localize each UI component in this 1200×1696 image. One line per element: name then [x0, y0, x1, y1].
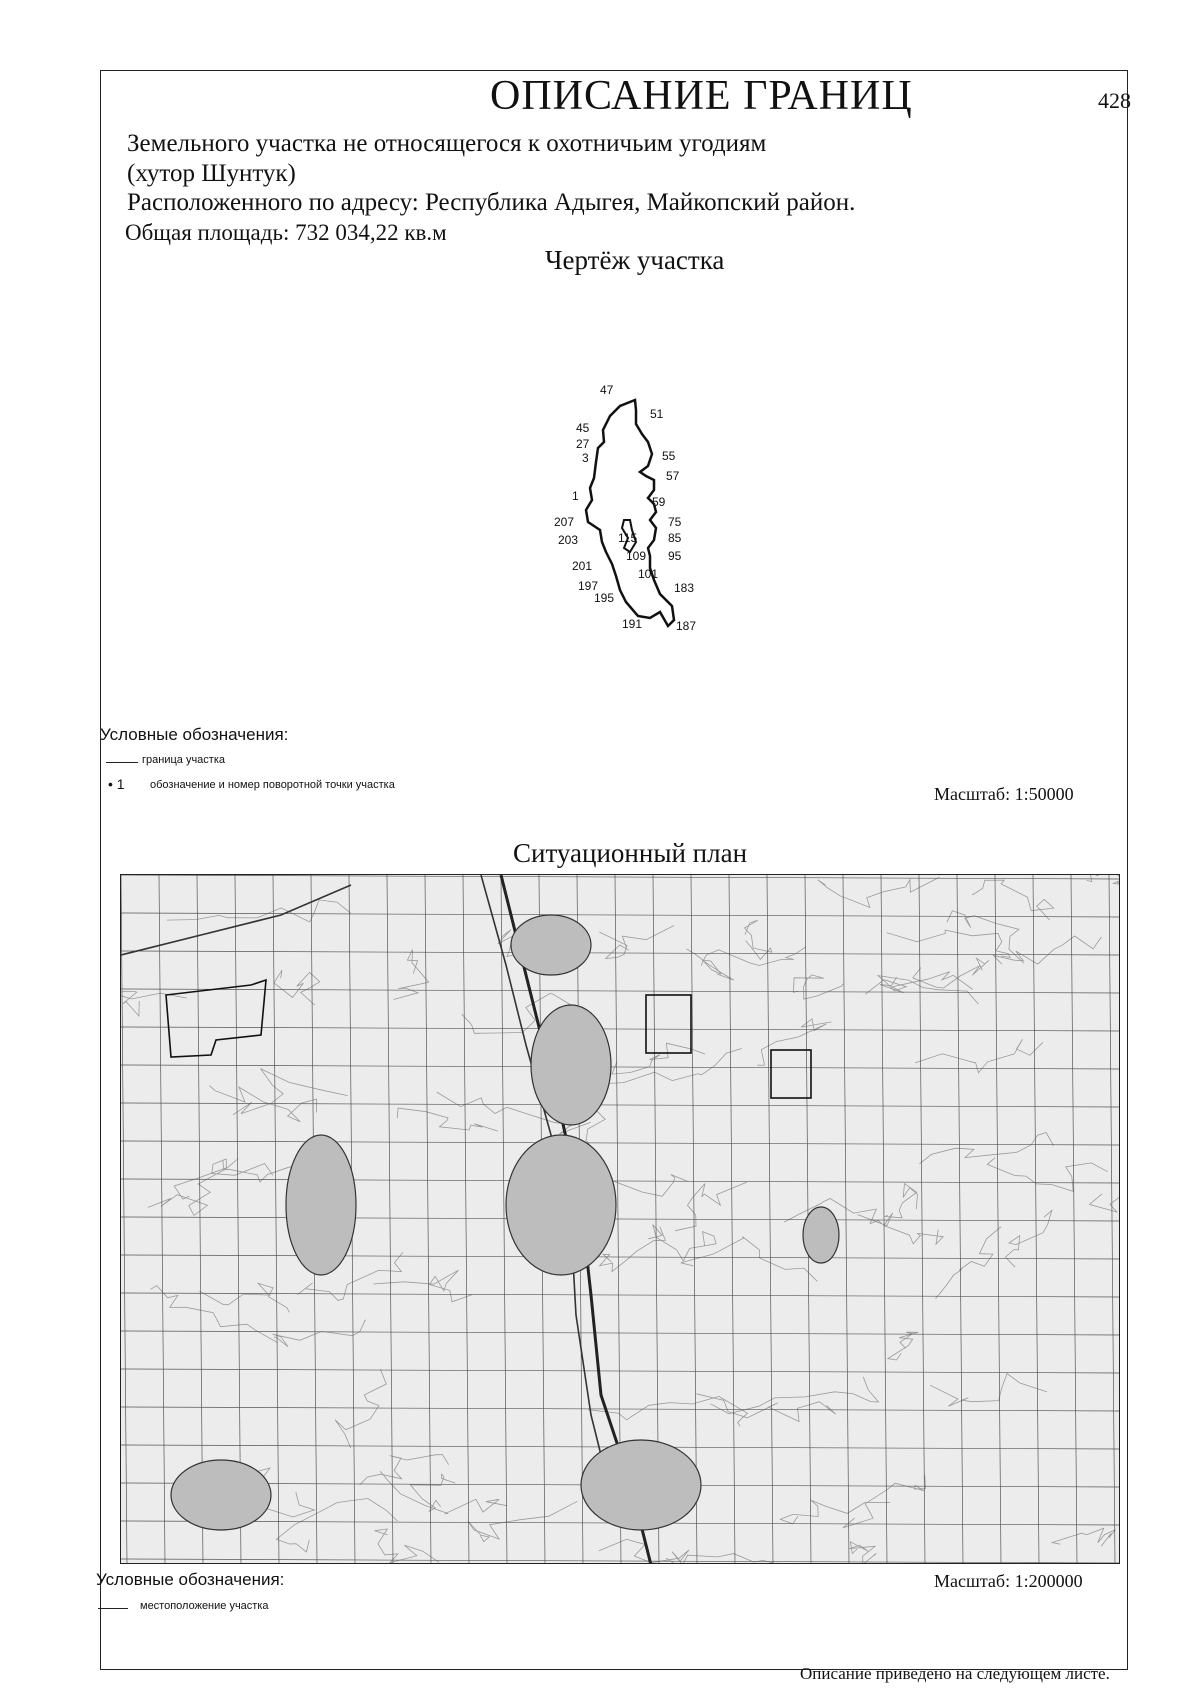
- point-label: 197: [578, 579, 599, 593]
- grid-line: [121, 951, 1120, 955]
- grid-line: [121, 1559, 1120, 1563]
- contour-line: [919, 1133, 1053, 1164]
- parcel-outline: [771, 1050, 811, 1098]
- contour-line: [987, 1158, 1107, 1192]
- contour-line: [711, 1377, 879, 1414]
- drawing-scale: Масштаб: 1:50000: [934, 784, 1074, 804]
- point-label: 183: [674, 581, 695, 595]
- contour-line: [274, 970, 320, 1005]
- point-label: 101: [638, 567, 659, 581]
- point-label: 85: [668, 531, 682, 545]
- grid-line: [121, 913, 1120, 917]
- contour-line: [818, 877, 940, 907]
- contour-line: [468, 1501, 577, 1541]
- contour-line: [394, 950, 429, 1000]
- point-label: 109: [626, 549, 647, 563]
- boundary-legend-label: граница участка: [142, 754, 225, 766]
- contour-line: [410, 1474, 455, 1511]
- settlement-area: [531, 1005, 611, 1125]
- location-legend-label: местоположение участка: [140, 1600, 269, 1612]
- grid-line: [121, 1255, 1120, 1259]
- grid-line: [1071, 875, 1077, 1564]
- contour-line: [1052, 1528, 1115, 1546]
- grid-line: [121, 1369, 1120, 1373]
- road-line: [121, 885, 351, 955]
- contour-line: [599, 926, 673, 959]
- contour-line: [930, 1374, 1047, 1407]
- contour-line: [1090, 1189, 1121, 1212]
- grid-line: [121, 1293, 1120, 1297]
- page-number: 428: [1098, 88, 1131, 113]
- situation-map-drawing: [121, 875, 1120, 1564]
- grid-line: [919, 875, 925, 1564]
- parcel-locality: (хутор Шунтук): [127, 160, 296, 187]
- contour-line: [915, 1039, 1043, 1073]
- grid-line: [121, 989, 1120, 993]
- settlement-area: [286, 1135, 356, 1275]
- contour-line: [277, 1499, 398, 1553]
- contour-line: [843, 1475, 926, 1528]
- contour-line: [913, 958, 989, 988]
- settlement-area: [803, 1207, 839, 1263]
- parcel-area: Общая площадь: 732 034,22 кв.м: [125, 220, 447, 245]
- parcel-address: Расположенного по адресу: Республика Адыгея, Майкопский район.: [127, 189, 856, 216]
- grid-line: [425, 875, 431, 1564]
- settlement-area: [581, 1440, 701, 1530]
- contour-line: [397, 1108, 498, 1131]
- grid-line: [159, 875, 165, 1564]
- grid-line: [235, 875, 241, 1564]
- settlement-area: [171, 1460, 271, 1530]
- contour-line: [936, 1227, 1001, 1299]
- contour-line: [888, 1332, 919, 1360]
- grid-line: [121, 875, 1120, 879]
- grid-line: [197, 875, 203, 1564]
- grid-line: [273, 875, 279, 1564]
- grid-line: [1109, 875, 1115, 1564]
- point-label: 115: [618, 531, 638, 545]
- contour-line: [373, 1270, 472, 1302]
- contour-line: [375, 1529, 440, 1563]
- contour-line: [701, 947, 806, 966]
- grid-line: [501, 875, 507, 1564]
- grid-line: [121, 875, 127, 1564]
- point-label: 95: [668, 549, 682, 563]
- contour-line: [335, 1369, 386, 1448]
- parcel-outline: [646, 995, 691, 1053]
- parcel-drawing: [550, 380, 730, 660]
- contour-line: [887, 930, 1010, 957]
- contour-line: [588, 1396, 747, 1426]
- grid-line: [121, 1331, 1120, 1335]
- point-legend-label: обозначение и номер поворотной точки участка: [150, 779, 395, 791]
- grid-line: [387, 875, 393, 1564]
- grid-line: [121, 1179, 1120, 1183]
- contour-line: [1087, 875, 1120, 890]
- point-label: 47: [600, 383, 614, 397]
- plan-scale: Масштаб: 1:200000: [934, 1571, 1083, 1591]
- contour-line: [233, 1069, 348, 1115]
- point-label: 1: [572, 489, 579, 503]
- grid-line: [1033, 875, 1039, 1564]
- contour-line: [199, 1283, 289, 1312]
- grid-line: [121, 1103, 1120, 1107]
- footer-note: Описание приведено на следующем листе.: [800, 1664, 1110, 1683]
- contour-line: [675, 1182, 747, 1231]
- point-label: 55: [662, 449, 676, 463]
- point-label: 203: [558, 533, 579, 547]
- point-legend-marker: • 1: [108, 776, 125, 792]
- contour-line: [167, 900, 351, 922]
- point-label: 75: [668, 515, 682, 529]
- contour-line: [681, 1237, 818, 1282]
- plan-legend-heading: Условные обозначения:: [96, 1570, 285, 1589]
- situation-map: [120, 874, 1120, 1564]
- point-label: 195: [594, 591, 615, 605]
- grid-line: [121, 1407, 1120, 1411]
- parcel-description: Земельного участка не относящегося к охотничьим угодиям: [127, 130, 767, 157]
- contour-line: [780, 1500, 890, 1524]
- point-label: 59: [652, 495, 666, 509]
- point-label: 27: [576, 437, 590, 451]
- contour-line: [885, 1184, 917, 1218]
- grid-line: [121, 1217, 1120, 1221]
- contour-line: [273, 1320, 366, 1346]
- point-label: 3: [582, 451, 589, 465]
- grid-line: [957, 875, 963, 1564]
- grid-line: [121, 1065, 1120, 1069]
- point-label: 207: [554, 515, 575, 529]
- plan-title: Ситуационный план: [513, 838, 748, 868]
- drawing-title: Чертёж участка: [545, 245, 725, 275]
- contour-line: [972, 880, 1054, 920]
- point-label: 51: [650, 407, 664, 421]
- document-title: ОПИСАНИЕ ГРАНИЦ: [490, 73, 913, 119]
- contour-line: [849, 1542, 876, 1564]
- contour-line: [121, 991, 187, 1016]
- parcel-outline: [166, 980, 266, 1057]
- contour-line: [151, 1286, 278, 1343]
- drawing-legend-heading: Условные обозначения:: [100, 725, 289, 744]
- settlement-area: [511, 915, 591, 975]
- grid-line: [121, 1027, 1120, 1031]
- contour-line: [666, 1554, 802, 1564]
- grid-line: [881, 875, 887, 1564]
- grid-line: [463, 875, 469, 1564]
- point-label: 45: [576, 421, 590, 435]
- contour-line: [360, 1455, 449, 1485]
- grid-line: [843, 875, 849, 1564]
- grid-line: [995, 875, 1001, 1564]
- point-label: 191: [622, 617, 643, 631]
- settlement-area: [506, 1135, 616, 1275]
- grid-line: [121, 1141, 1120, 1145]
- location-legend-line: [98, 1608, 128, 1609]
- contour-line: [793, 975, 843, 999]
- point-label: 57: [666, 469, 680, 483]
- contour-line: [947, 911, 1024, 963]
- contour-line: [880, 972, 973, 993]
- point-label: 187: [676, 619, 697, 633]
- boundary-legend-line: [106, 762, 138, 763]
- point-label: 201: [572, 559, 593, 573]
- contour-line: [648, 1225, 716, 1261]
